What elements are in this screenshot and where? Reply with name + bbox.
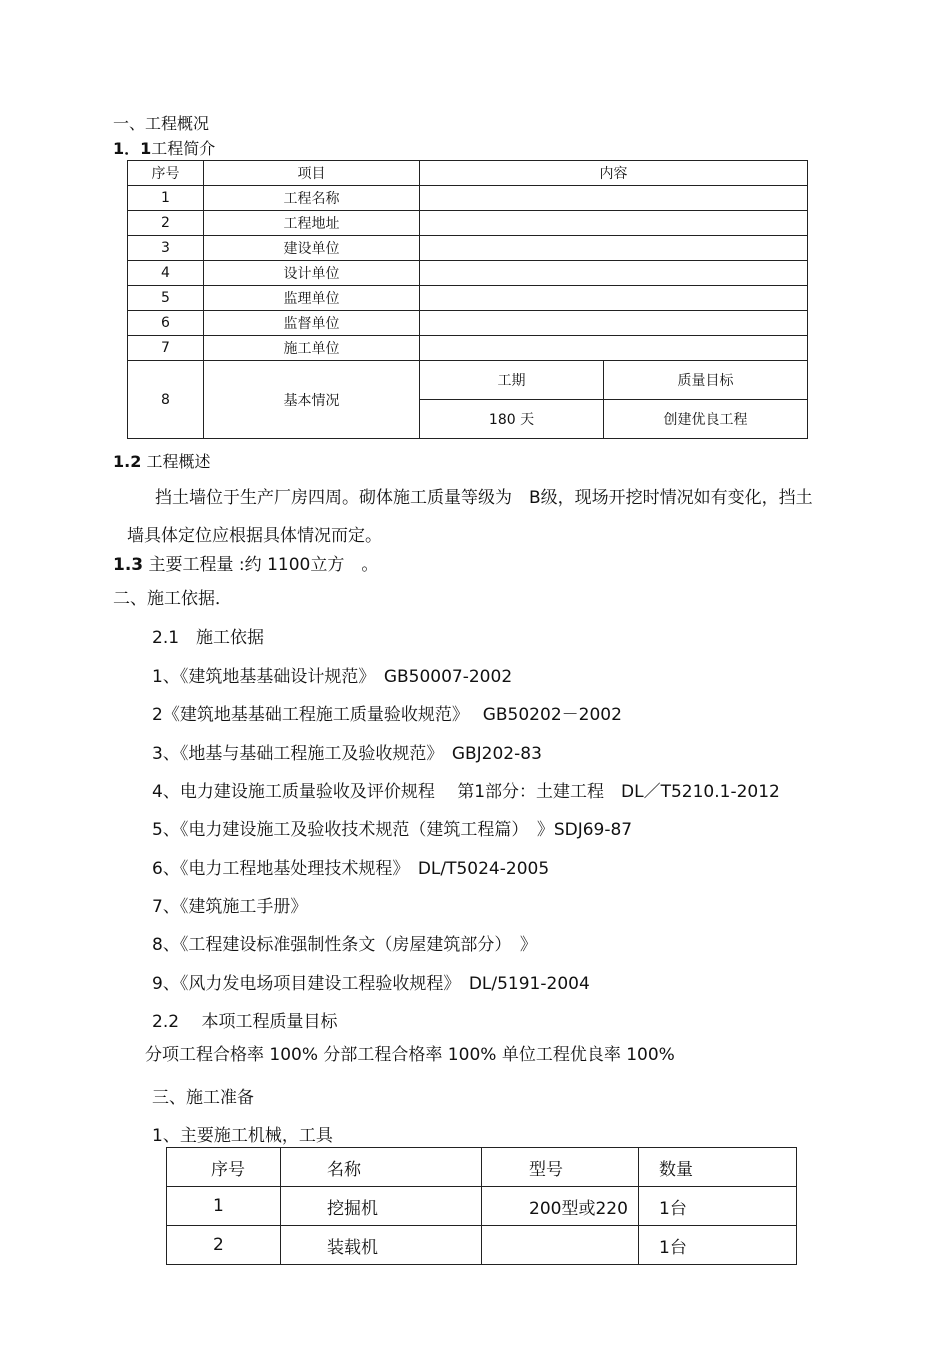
table-row [167, 1226, 797, 1265]
row-no: 7 [128, 336, 204, 361]
table-row [128, 261, 808, 286]
row-no: 1 [167, 1187, 281, 1226]
quality-target-text: 分项工程合格率 100% 分部工程合格率 100% 单位工程优良率 100% [145, 1045, 675, 1065]
row-content [420, 336, 808, 361]
header-content: 内容 [420, 161, 808, 186]
table-row [128, 211, 808, 236]
row-quantity: 1台 [639, 1226, 797, 1265]
row-content [420, 236, 808, 261]
row-no: 4 [128, 261, 204, 286]
section-3-heading: 三、施工准备 [152, 1088, 254, 1108]
row-item: 工程地址 [204, 211, 420, 236]
reference-item: 2《建筑地基基础工程施工质量验收规范》 GB50202－2002 [152, 705, 622, 725]
table-row [128, 236, 808, 261]
row-content [420, 186, 808, 211]
row-no: 2 [128, 211, 204, 236]
row-item: 监督单位 [204, 311, 420, 336]
table-header-row [128, 161, 808, 186]
section-2-1-heading: 2.1 施工依据 [152, 628, 265, 648]
header-model: 型号 [482, 1148, 639, 1187]
header-name: 名称 [281, 1148, 482, 1187]
reference-item: 8、《工程建设标准强制性条文（房屋建筑部分） 》 [152, 935, 537, 955]
overview-table [127, 160, 808, 439]
row-no: 6 [128, 311, 204, 336]
table-row [128, 311, 808, 336]
row-no: 1 [128, 186, 204, 211]
row-no: 5 [128, 286, 204, 311]
overview-paragraph-line-2: 墙具体定位应根据具体情况而定。 [127, 526, 382, 546]
row-content [420, 286, 808, 311]
row-name: 挖掘机 [281, 1187, 482, 1226]
row-no: 2 [167, 1226, 281, 1265]
reference-item: 6、《电力工程地基处理技术规程》 DL/T5024-2005 [152, 859, 550, 879]
quality-value: 创建优良工程 [604, 400, 808, 439]
section-1-heading: 一、工程概况 [113, 114, 210, 133]
section-2-heading: 二、施工依据． [113, 589, 232, 609]
row-content [420, 261, 808, 286]
row-item: 设计单位 [204, 261, 420, 286]
row-no: 3 [128, 236, 204, 261]
table-row [128, 286, 808, 311]
section-number: 1.2 [113, 452, 142, 471]
section-2-2-heading: 2.2 本项工程质量目标 [152, 1012, 338, 1032]
reference-item: 7、《建筑施工手册》 [152, 897, 308, 917]
quality-label: 质量目标 [604, 361, 808, 400]
row-content [420, 311, 808, 336]
table-header-row [167, 1148, 797, 1187]
header-item: 项目 [204, 161, 420, 186]
reference-item: 5、《电力建设施工及验收技术规范（建筑工程篇） 》SDJ69-87 [152, 820, 633, 840]
header-no: 序号 [128, 161, 204, 186]
row-item: 监理单位 [204, 286, 420, 311]
header-quantity: 数量 [639, 1148, 797, 1187]
section-title: 工程简介 [151, 139, 216, 158]
section-3-1-heading: 1、主要施工机械，工具 [152, 1126, 333, 1146]
reference-item: 3、《地基与基础工程施工及验收规范》 GBJ202-83 [152, 744, 542, 764]
section-1-3-heading [113, 550, 378, 575]
row-item: 基本情况 [204, 361, 420, 439]
header-no: 序号 [167, 1148, 281, 1187]
table-row [128, 336, 808, 361]
section-1-1-heading [113, 136, 215, 159]
section-1-2-heading [113, 449, 210, 472]
machine-table [166, 1147, 797, 1265]
reference-item: 9、《风力发电场项目建设工程验收规程》 DL/5191-2004 [152, 974, 590, 994]
section-title: 工程概述 [146, 452, 211, 471]
period-label: 工期 [420, 361, 604, 400]
row-model: 200型或220 [482, 1187, 639, 1226]
reference-item: 4、电力建设施工质量验收及评价规程 第1部分：土建工程 DL／T5210.1-2012 [152, 782, 780, 802]
table-row [167, 1187, 797, 1226]
row-no: 8 [128, 361, 204, 439]
period-value: 180 天 [420, 400, 604, 439]
section-number: 1.3 [113, 555, 144, 575]
row-item: 施工单位 [204, 336, 420, 361]
row-content [420, 211, 808, 236]
row-model [482, 1226, 639, 1265]
section-number: 1．1 [113, 139, 152, 158]
overview-paragraph-line-1: 挡土墙位于生产厂房四周。砌体施工质量等级为 B级，现场开挖时情况如有变化，挡土 [155, 488, 813, 508]
reference-item: 1、《建筑地基基础设计规范》 GB50007-2002 [152, 667, 513, 687]
table-row [128, 186, 808, 211]
row-item: 建设单位 [204, 236, 420, 261]
section-title: 主要工程量 :约 1100立方 。 [148, 555, 379, 575]
row-name: 装载机 [281, 1226, 482, 1265]
row-quantity: 1台 [639, 1187, 797, 1226]
row-item: 工程名称 [204, 186, 420, 211]
table-row [128, 361, 808, 400]
